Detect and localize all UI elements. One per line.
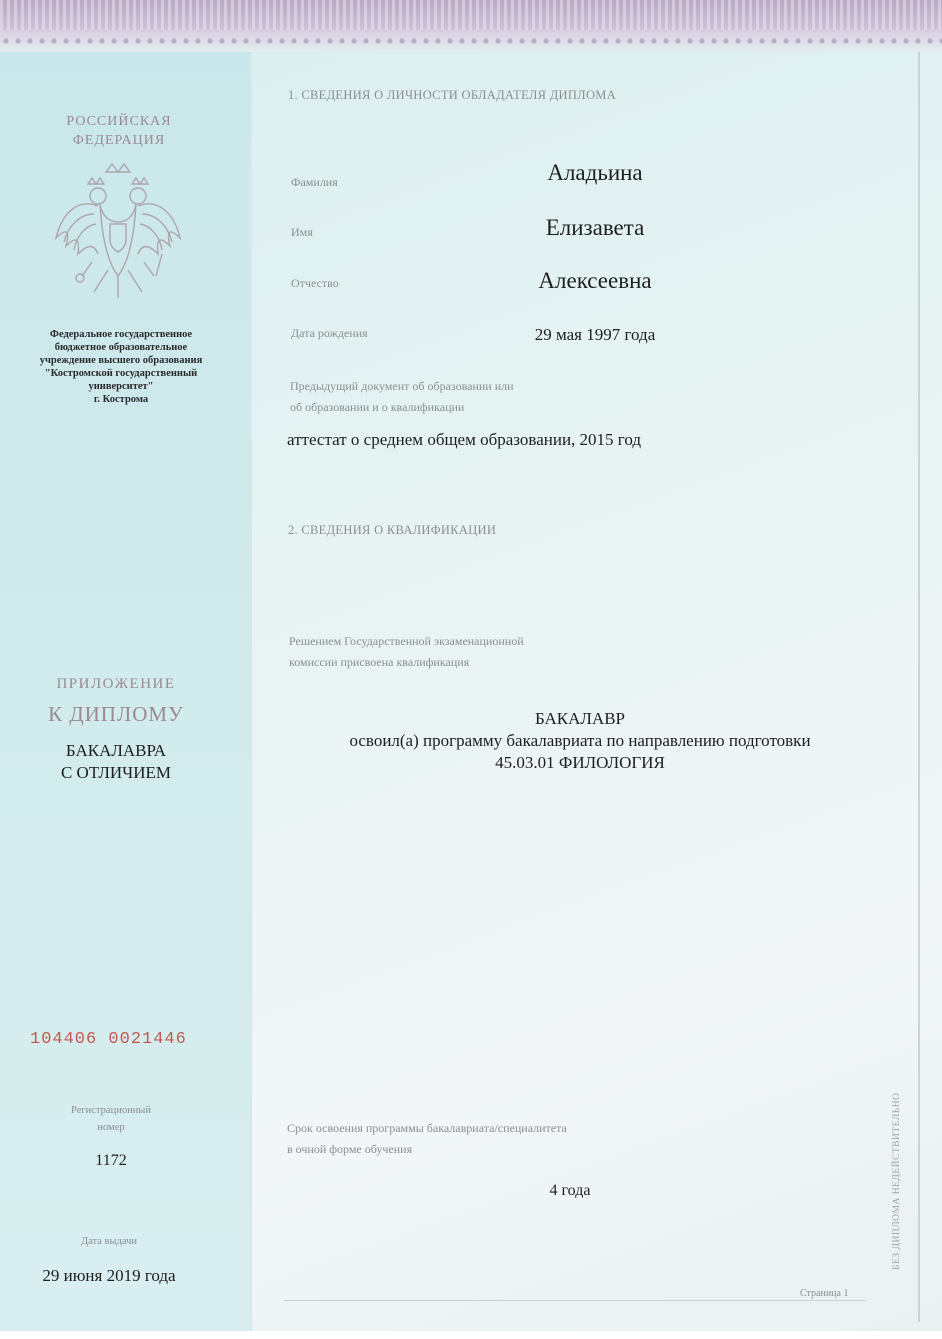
decision-line-2: комиссии присвоена квалификация xyxy=(289,655,470,669)
institution-line: "Костромской государственный xyxy=(44,368,198,379)
institution-line: бюджетное образовательное xyxy=(54,342,188,353)
surname-label: Фамилия xyxy=(291,175,338,189)
russian-coat-of-arms-icon xyxy=(48,158,188,308)
qualification-value: БАКАЛАВР xyxy=(534,709,626,728)
institution-line: г. Кострома xyxy=(93,394,149,405)
country-line-2: ФЕДЕРАЦИЯ xyxy=(72,133,166,148)
degree-line-1: БАКАЛАВРА xyxy=(65,741,167,760)
institution-line: Федеральное государственное xyxy=(49,329,193,340)
birth-date-label: Дата рождения xyxy=(291,326,368,340)
registration-number-label xyxy=(0,1102,222,1136)
previous-document-label xyxy=(290,376,514,418)
country-name xyxy=(0,112,238,150)
degree-line-2: С ОТЛИЧИЕМ xyxy=(60,763,172,782)
qualification-block xyxy=(300,708,860,774)
previous-document-value: аттестат о среднем общем образовании, 2015 год xyxy=(287,430,642,449)
term-label-line-2: в очной форме обучения xyxy=(287,1142,413,1156)
name-value: Елизавета xyxy=(545,215,645,240)
top-ornament-border xyxy=(0,30,942,52)
bottom-margin xyxy=(0,1331,942,1339)
serial-number: 104406 0021446 xyxy=(30,1030,187,1049)
registration-number: 1172 xyxy=(95,1152,127,1169)
program-code: 45.03.01 ФИЛОЛОГИЯ xyxy=(495,753,665,772)
reg-label-line-2: номер xyxy=(97,1122,125,1133)
commission-decision-label xyxy=(289,631,524,673)
appendix-title: ПРИЛОЖЕНИЕ xyxy=(56,676,176,692)
study-term-value: 4 года xyxy=(549,1182,591,1199)
decision-line-1: Решением Государственной экзаменационной xyxy=(289,634,524,648)
prev-doc-label-line-2: об образовании и о квалификации xyxy=(290,400,465,414)
name-label: Имя xyxy=(291,225,313,239)
program-line: освоил(а) программу бакалавриата по направлению подготовки xyxy=(349,731,811,750)
section-2-heading: 2. СВЕДЕНИЯ О КВАЛИФИКАЦИИ xyxy=(288,523,497,537)
page-number: Страница 1 xyxy=(800,1288,849,1299)
section-1-heading: 1. СВЕДЕНИЯ О ЛИЧНОСТИ ОБЛАДАТЕЛЯ ДИПЛОМА xyxy=(288,88,617,102)
birth-date-value: 29 мая 1997 года xyxy=(534,325,656,344)
reg-label-line-1: Регистрационный xyxy=(71,1105,151,1116)
patronymic-value: Алексеевна xyxy=(538,268,652,293)
column-divider xyxy=(250,52,252,1331)
institution-name xyxy=(10,328,232,406)
bottom-rule xyxy=(284,1300,866,1301)
term-label-line-1: Срок освоения программы бакалавриата/специалитета xyxy=(287,1121,567,1135)
patronymic-label: Отчество xyxy=(291,276,339,290)
issue-date-label: Дата выдачи xyxy=(80,1236,138,1247)
right-edge-line xyxy=(918,52,920,1322)
country-line-1: РОССИЙСКАЯ xyxy=(66,114,172,129)
appendix-subtitle: К ДИПЛОМУ xyxy=(48,702,184,726)
institution-line: учреждение высшего образования xyxy=(39,355,203,366)
degree-type xyxy=(0,740,232,784)
prev-doc-label-line-1: Предыдущий документ об образовании или xyxy=(290,379,514,393)
surname-value: Аладьина xyxy=(547,160,643,185)
study-term-label xyxy=(287,1118,567,1160)
validity-note: БЕЗ ДИПЛОМА НЕДЕЙСТВИТЕЛЬНО xyxy=(892,1092,902,1270)
issue-date: 29 июня 2019 года xyxy=(42,1266,176,1285)
institution-line: университет" xyxy=(88,381,154,392)
